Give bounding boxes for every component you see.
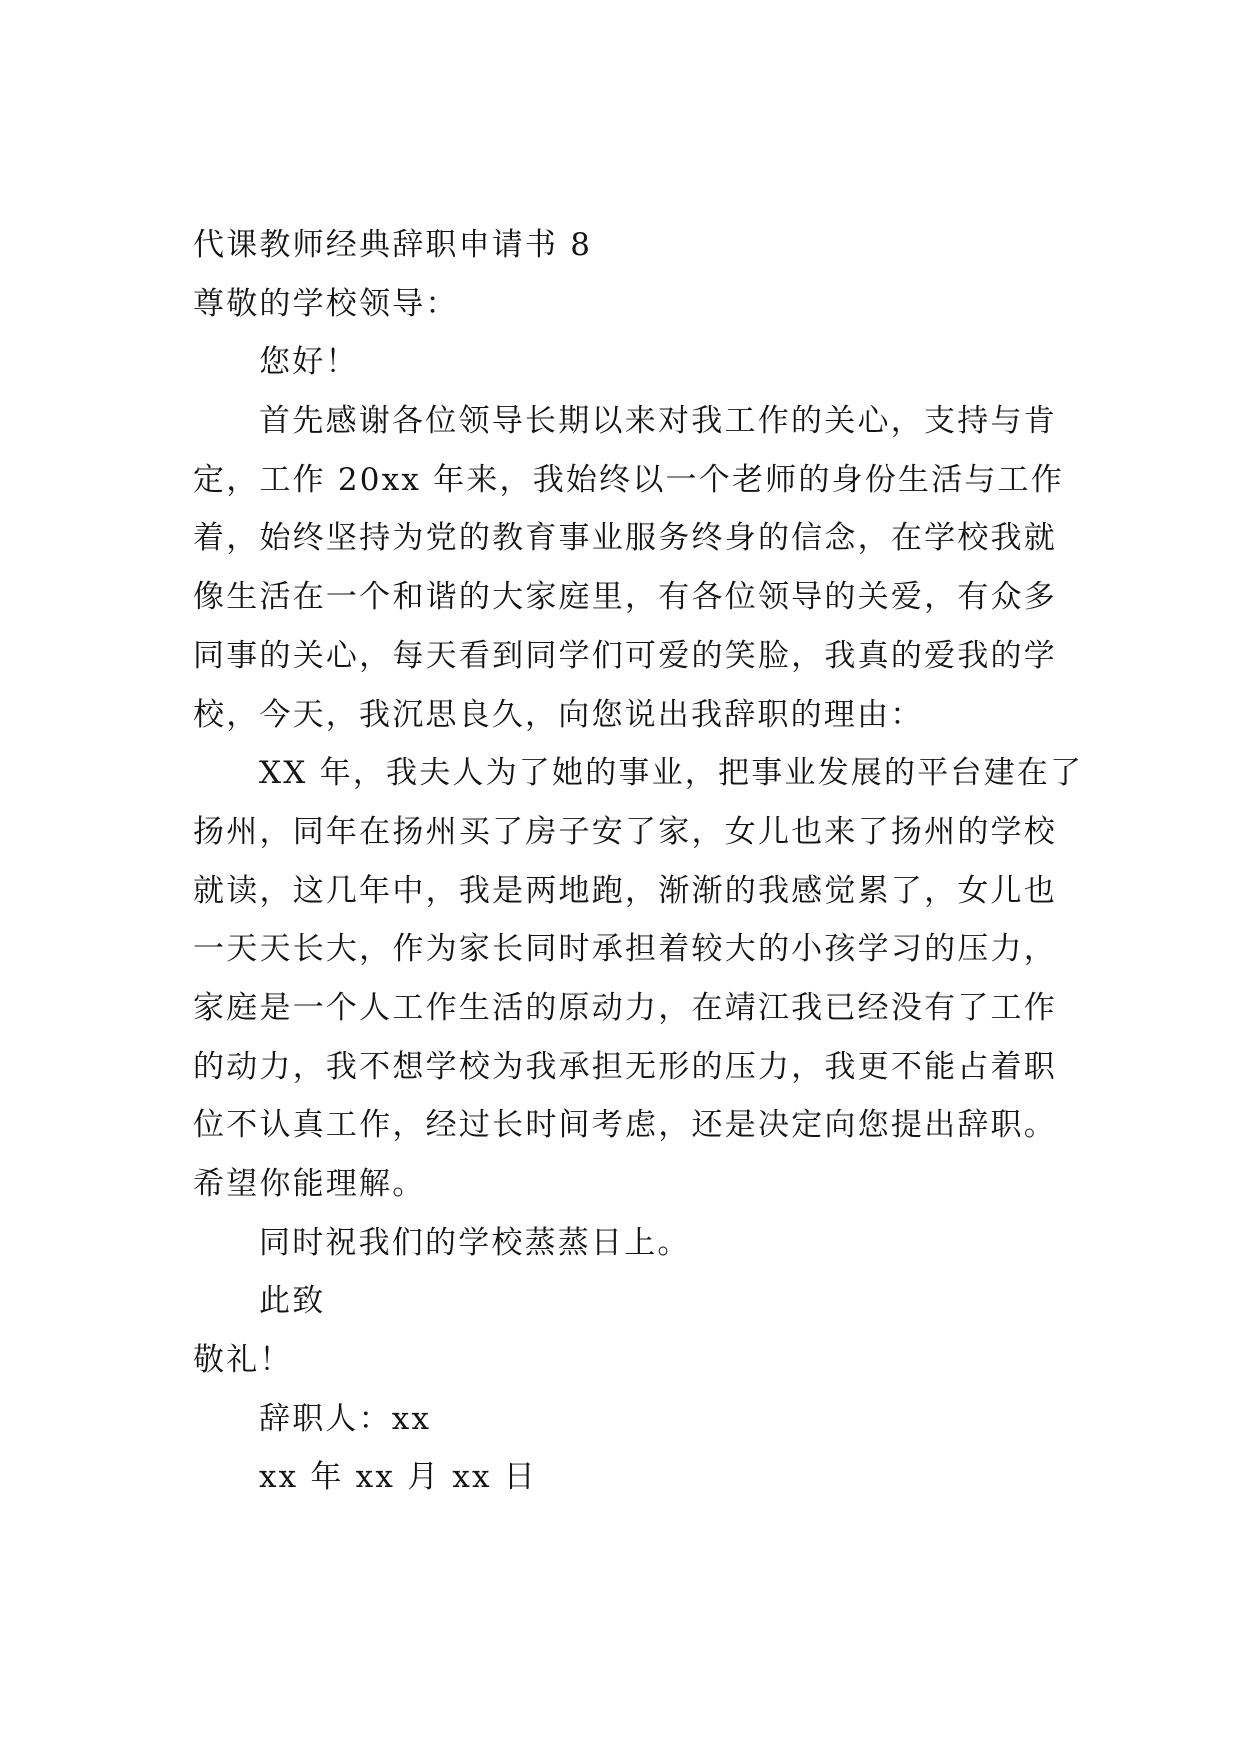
- letter-title: 代课教师经典辞职申请书 8: [193, 227, 593, 263]
- resignation-letter: [193, 216, 1084, 1507]
- paragraph-thanks: [193, 392, 1064, 744]
- salutation: 尊敬的学校领导：: [193, 285, 459, 322]
- paragraph-line: 希望你能理解。: [193, 1166, 426, 1202]
- paragraph-line: XX 年，我夫人为了她的事业，把事业发展的平台建在了: [259, 755, 1084, 792]
- paragraph-line: 校，今天，我沉思良久，向您说出我辞职的理由：: [193, 696, 924, 733]
- paragraph-line: 就读，这几年中，我是两地跑，渐渐的我感觉累了，女儿也: [193, 872, 1057, 909]
- paragraph-line: 定，工作 20xx 年来，我始终以一个老师的身份生活与工作: [193, 461, 1064, 498]
- paragraph-reason: [193, 744, 1084, 1214]
- paragraph-line: 位不认真工作，经过长时间考虑，还是决定向您提出辞职。: [193, 1107, 1057, 1144]
- wish-line: 同时祝我们的学校蒸蒸日上。: [259, 1224, 691, 1261]
- paragraph-line: 着，始终坚持为党的教育事业服务终身的信念，在学校我就: [193, 520, 1057, 557]
- paragraph-line: 像生活在一个和谐的大家庭里，有各位领导的关爱，有众多: [193, 579, 1057, 616]
- signer-line: 辞职人：xx: [259, 1400, 432, 1437]
- paragraph-line: 一天天长大，作为家长同时承担着较大的小孩学习的压力，: [193, 931, 1057, 968]
- paragraph-line: 家庭是一个人工作生活的原动力，在靖江我已经没有了工作: [193, 989, 1057, 1026]
- paragraph-line: 扬州，同年在扬州买了房子安了家，女儿也来了扬州的学校: [193, 813, 1057, 850]
- date-line: xx 年 xx 月 xx 日: [259, 1459, 537, 1496]
- closing-regards: 敬礼！: [193, 1342, 293, 1379]
- paragraph-line: 同事的关心，每天看到同学们可爱的笑脸，我真的爱我的学: [193, 637, 1057, 674]
- greeting: 您好！: [259, 344, 359, 381]
- closing-cizhi: 此致: [259, 1283, 326, 1320]
- paragraph-line: 的动力，我不想学校为我承担无形的压力，我更不能占着职: [193, 1048, 1057, 1085]
- paragraph-line: 首先感谢各位领导长期以来对我工作的关心，支持与肯: [259, 403, 1057, 440]
